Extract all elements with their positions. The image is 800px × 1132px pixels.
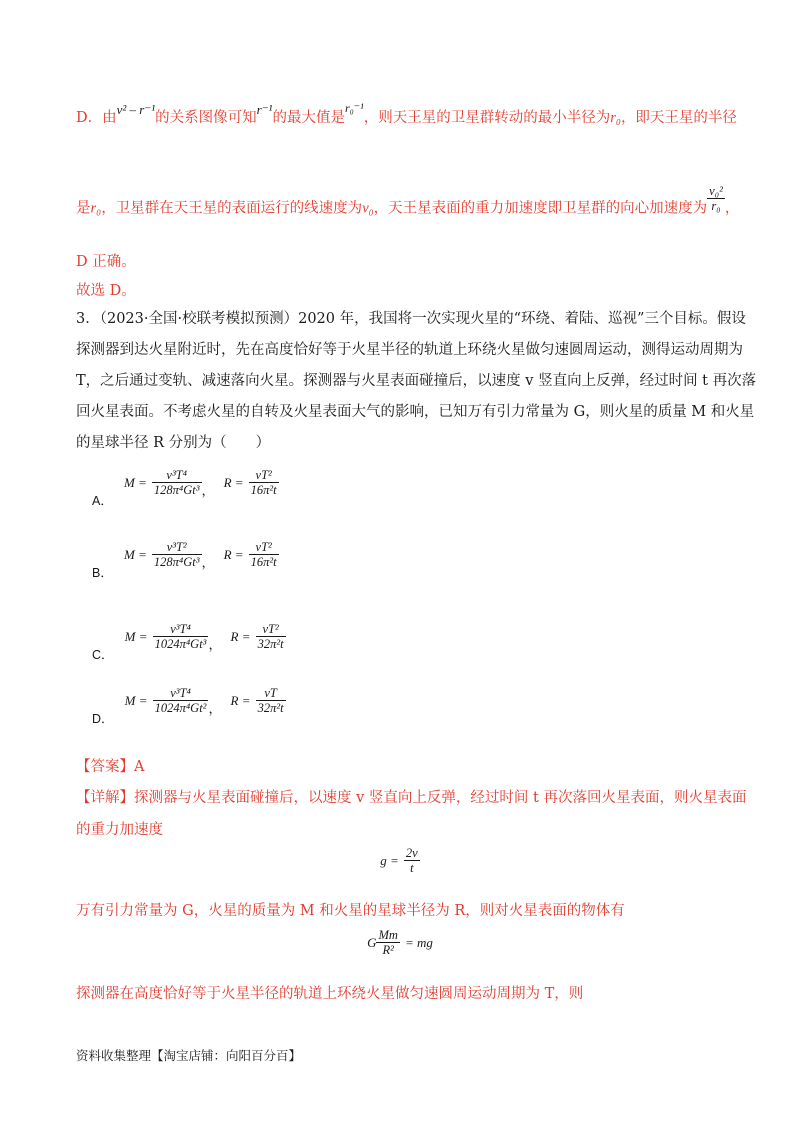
option-c-mass-fraction: $\frac{\text{v³T⁴}}{\text{1024π⁴Gt³}}$ <box>154 622 207 651</box>
detail-line-4: 探测器在高度恰好等于火星半径的轨道上环绕火星做匀速圆周运动周期为 T，则 <box>76 986 584 1002</box>
question-line-4: 回火星表面。不考虑火星的自转及火星表面大气的影响，已知万有引力常量为 G，则火星的质量 M 和火星 <box>76 404 755 420</box>
r-inverse: r⁻¹ <box>256 102 273 117</box>
part-d-line-3: D 正确。 <box>76 254 136 270</box>
detail-line-2: 的重力加速度 <box>76 822 163 838</box>
option-d-mass-fraction: $\frac{\text{v³T⁴}}{\text{1024π⁴Gt²}}$ <box>154 686 207 715</box>
option-c[interactable]: $_{C.}$ M = $\frac{\text{v³T⁴}}{\text{1024π⁴Gt³}}$ $_,$ R = $\frac{\text{vT²}}{\text{32π²t}}$ <box>92 622 284 662</box>
detail-line-3: 万有引力常量为 G，火星的质量为 M 和火星的星球半径为 R，则对火星表面的物体有 <box>76 903 625 919</box>
option-d-radius-fraction: $\frac{vT}{\text{32π²t}}$ <box>257 686 284 715</box>
footer-text: 资料收集整理【淘宝店铺：向阳百分百】 <box>76 1049 302 1063</box>
part-d-line-2: 是r₀，卫星群在天王星的表面运行的线速度为v₀，天王星表面的重力加速度即卫星群的向心加速度为 $\frac{\text{v₀²}}{\text{r₀}}$ ， <box>76 184 740 217</box>
question-line-2: 探测器到达火星附近时，先在高度恰好等于火星半径的轨道上环绕火星做匀速圆周运动，测得运动周期为 <box>76 342 743 358</box>
question-line-3: T，之后通过变轨、减速落向火星。探测器与火星表面碰撞后，以速度 v 竖直向上反弹，经过时间 t 再次落 <box>76 373 757 389</box>
equation-gravity-accel: g = $\frac{2v}{t}$ <box>380 846 418 875</box>
option-b[interactable]: $_{B.}$ M = $\frac{\text{v³T²}}{\text{128π⁴Gt³}}$ $_,$ R = $\frac{\text{vT²}}{\text{16π²t}}$ <box>92 540 277 580</box>
detail-line-1: 【详解】探测器与火星表面碰撞后，以速度 v 竖直向上反弹，经过时间 t 再次落回火星表面，则火星表面 <box>76 790 747 806</box>
option-d[interactable]: $_{D.}$ M = $\frac{\text{v³T⁴}}{\text{1024π⁴Gt²}}$ $_,$ R = $\frac{vT}{\text{32π²t}}$ <box>92 686 284 726</box>
part-d-line-1: D．由v² – r⁻¹的关系图像可知r⁻¹的最大值是$^{r_0^{-1}}$，则天王星的卫星群转动的最小半径为r₀，即天王星的半径 <box>76 101 737 126</box>
option-b-mass-fraction: $\frac{\text{v³T²}}{\text{128π⁴Gt³}}$ <box>153 540 200 569</box>
option-a[interactable]: $_{A.}$ M = $\frac{\text{v³T⁴}}{\text{128π⁴Gt³}}$ $_,$ R = $\frac{\text{vT²}}{\text{16π²t}}$ <box>92 468 277 508</box>
question-line-5: 的星球半径 R 分别为（ ） <box>76 435 271 451</box>
conclusion-text: 故选 D。 <box>76 283 136 299</box>
accel-fraction: $\frac{\text{v₀²}}{\text{r₀}}$ <box>709 184 723 213</box>
r0-inverse: r₀⁻¹ <box>344 101 364 115</box>
option-b-radius-fraction: $\frac{\text{vT²}}{\text{16π²t}}$ <box>250 540 277 569</box>
question-line-1: 3．（2023·全国·校联考模拟预测）2020 年，我国将一次实现火星的“环绕、着陆、巡视”三个目标。假设 <box>76 311 746 327</box>
answer-label: 【答案】A <box>76 759 145 775</box>
option-a-radius-fraction: $\frac{\text{vT²}}{\text{16π²t}}$ <box>250 468 277 497</box>
option-c-radius-fraction: $\frac{\text{vT²}}{\text{32π²t}}$ <box>257 622 284 651</box>
rel-expression: v² – r⁻¹ <box>116 102 156 117</box>
equation-gravitation: G $\frac{Mm}{\text{R²}}$ = mg <box>367 928 433 957</box>
option-a-mass-fraction: $\frac{\text{v³T⁴}}{\text{128π⁴Gt³}}$ <box>153 468 200 497</box>
